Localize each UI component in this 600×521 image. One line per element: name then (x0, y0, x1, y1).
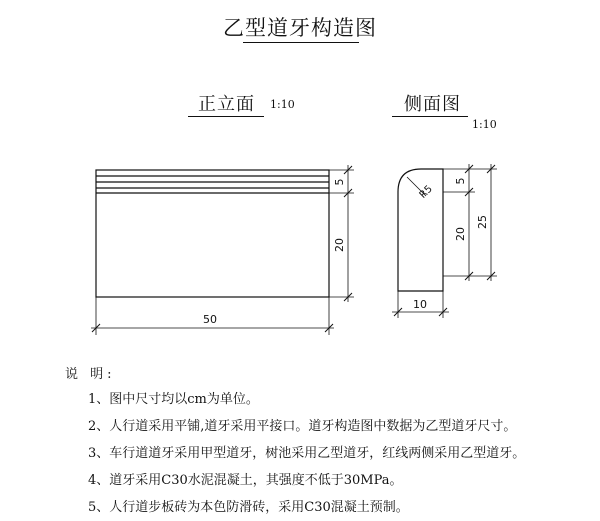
drawing-title: 乙型道牙构造图 (223, 16, 377, 40)
side-top-dim: 5 (454, 177, 467, 185)
notes-header: 说 明: (65, 367, 116, 382)
front-view-label: 正立面 (198, 94, 255, 115)
front-body-dim: 20 (333, 238, 346, 252)
front-view-scale: 1:10 (270, 98, 295, 111)
note-item: 1、图中尺寸均以cm为单位。 (88, 392, 259, 407)
side-radius-dim: R5 (417, 183, 435, 201)
note-item: 3、车行道道牙采用甲型道牙，树池采用乙型道牙，红线两侧采用乙型道牙。 (88, 446, 526, 461)
side-total-dim: 25 (476, 215, 489, 229)
side-view-outline (398, 169, 443, 291)
side-view-scale: 1:10 (472, 118, 497, 131)
side-body-dim: 20 (454, 227, 467, 241)
front-width-dim: 50 (203, 313, 217, 326)
side-view-label: 侧面图 (404, 94, 461, 115)
note-item: 4、道牙采用C30水泥混凝土，其强度不低于30MPa。 (88, 473, 403, 488)
side-width-dim: 10 (413, 298, 427, 311)
note-item: 5、人行道步板砖为本色防滑砖，采用C30混凝土预制。 (88, 500, 409, 515)
note-item: 2、人行道采用平铺,道牙采用平接口。道牙构造图中数据为乙型道牙尺寸。 (88, 419, 517, 434)
front-view-outline (96, 170, 329, 297)
front-top-dim: 5 (333, 178, 346, 186)
